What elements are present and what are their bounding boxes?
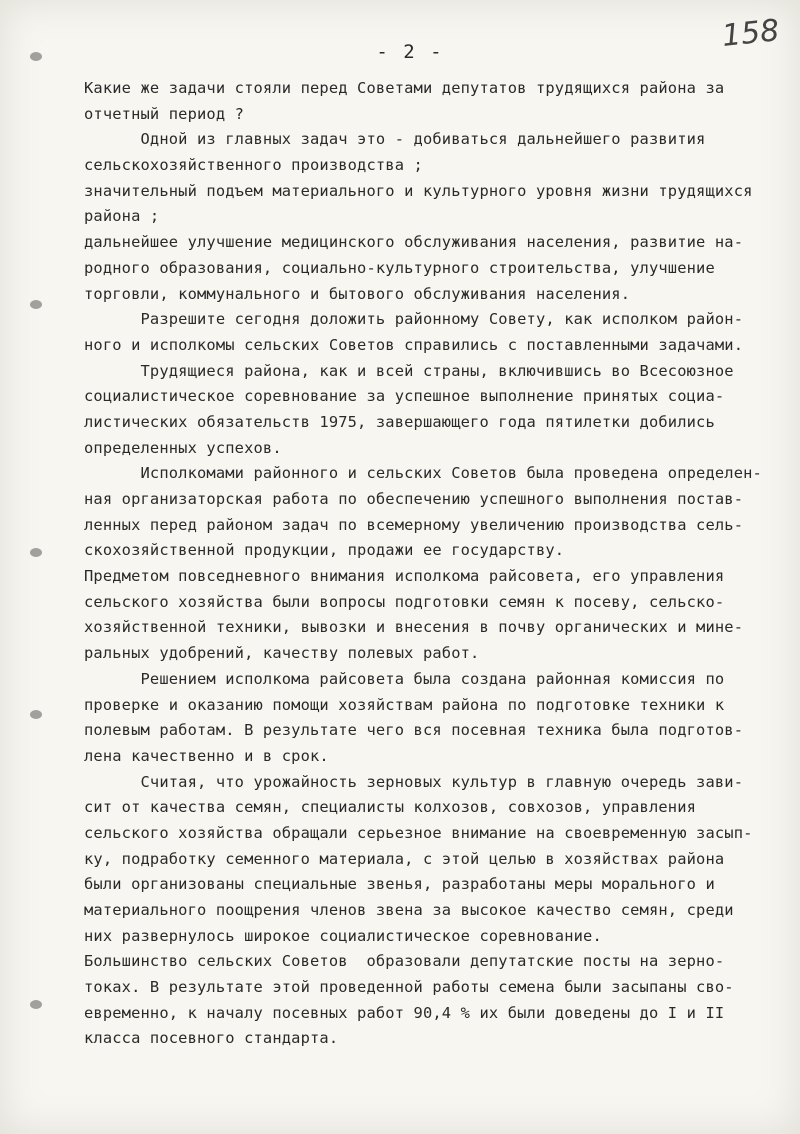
text-line: Одной из главных задач это - добиваться дальнейшего развития — [84, 130, 706, 149]
text-line: них развернулось широкое социалистическое соревнование. — [84, 926, 602, 945]
text-line: ная организаторская работа по обеспечению успешного выполнения постав- — [84, 490, 744, 508]
text-line: родного образования, социально-культурного строительства, улучшение — [84, 258, 715, 277]
text-line: полевым работам. В результате чего вся посевная техника была подготов- — [84, 721, 744, 740]
text-line: сельского хозяйства обращали серьезное внимание на своевременную засып- — [84, 823, 753, 842]
page-number: - 2 - — [376, 41, 444, 63]
text-line: листических обязательств 1975, завершающего года пятилетки добились — [84, 412, 715, 431]
punch-hole-mark — [30, 300, 42, 309]
text-line: Большинство сельских Советов образовали депутатские посты на зерно- — [84, 952, 725, 971]
text-line: Предметом повседневного внимания исполкома райсовета, его управления — [84, 567, 725, 586]
punch-hole-mark — [30, 710, 42, 719]
body-text — [84, 76, 800, 1052]
text-line: евременно, к началу посевных работ 90,4 % их были доведены до I и II — [84, 1003, 725, 1022]
text-line: хозяйственной техники, вывозки и внесения в почву органических и мине- — [84, 618, 744, 637]
text-line: лена качественно и в срок. — [84, 746, 329, 765]
text-line: социалистическое соревнование за успешное выполнение принятых социа- — [84, 387, 725, 406]
text-line: значительный подъем материального и культурного уровня жизни трудящихся — [84, 181, 753, 200]
text-line: Трудящиеся района, как и всей страны, включившись во Всесоюзное — [84, 361, 734, 380]
text-line: ральных удобрений, качеству полевых работ. — [84, 644, 480, 663]
text-line: проверке и оказанию помощи хозяйствам района по подготовке техники к — [84, 695, 725, 714]
text-line: ленных перед районом задач по всемерному увеличению производства сель- — [84, 515, 744, 534]
text-line: Разрешите сегодня доложить районному Совету, как исполком район- — [84, 310, 744, 329]
punch-hole-mark — [30, 548, 42, 557]
text-line: торговли, коммунального и бытового обслуживания населения. — [84, 284, 631, 303]
text-line: Считая, что урожайность зерновых культур в главную очередь зави- — [84, 772, 744, 791]
text-line: были организованы специальные звенья, разработаны меры морального и — [84, 875, 715, 894]
text-line: Исполкомами районного и сельских Советов была проведена определен- — [84, 464, 762, 483]
text-line: ку, подработку семенного материала, с этой целью в хозяйствах района — [84, 849, 725, 868]
text-line: класса посевного стандарта. — [84, 1029, 339, 1048]
archive-page-number: 158 — [720, 13, 781, 54]
text-line: Какие же задачи стояли перед Советами депутатов трудящихся района за — [84, 79, 725, 97]
punch-hole-mark — [30, 1000, 42, 1009]
text-line: Решением исполкома райсовета была создана районная комиссия по — [84, 669, 725, 688]
text-line: дальнейшее улучшение медицинского обслуживания населения, развитие на- — [84, 233, 744, 252]
text-line: скохозяйственной продукции, продажи ее государству. — [84, 541, 565, 560]
text-line: сельского хозяйства были вопросы подготовки семян к посеву, сельско- — [84, 592, 725, 611]
text-line: отчетный период ? — [84, 104, 245, 123]
text-line: сит от качества семян, специалисты колхозов, совхозов, управления — [84, 798, 697, 817]
text-line: материального поощрения членов звена за высокое качество семян, среди — [84, 901, 734, 919]
text-line: токах. В результате этой проведенной работы семена были засыпаны сво- — [84, 978, 734, 997]
text-line: района ; — [84, 207, 160, 226]
text-line: сельскохозяйственного производства ; — [84, 156, 423, 175]
text-line: ного и исполкомы сельских Советов справились с поставленными задачами. — [84, 335, 744, 354]
text-line: определенных успехов. — [84, 438, 282, 457]
